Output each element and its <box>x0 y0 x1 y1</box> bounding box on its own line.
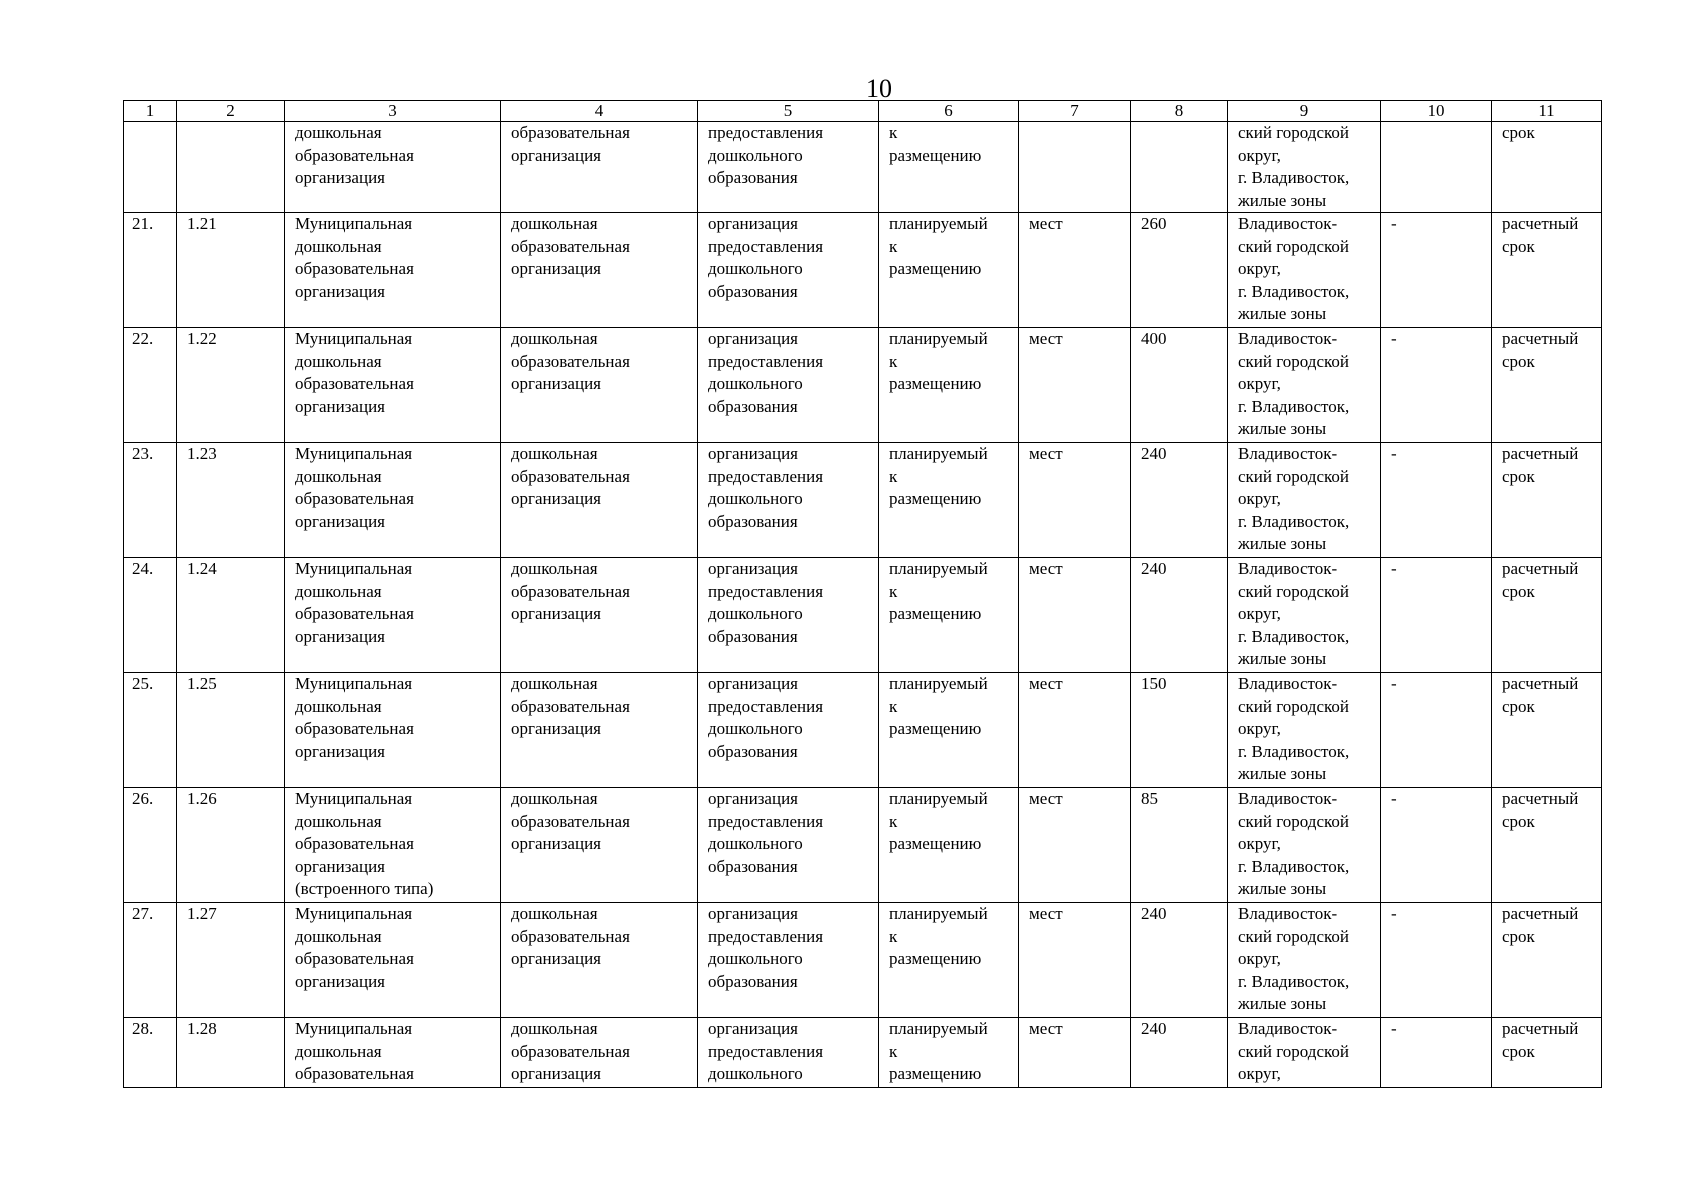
cell-status: планируемый к размещению <box>879 903 1019 1018</box>
cell-type: дошкольная образовательная организация <box>501 788 698 903</box>
cell-term: расчетный срок <box>1492 213 1602 328</box>
cell-number: 22. <box>124 328 177 443</box>
cell-code: 1.28 <box>177 1018 285 1088</box>
table-row <box>124 443 1602 558</box>
cell-zone <box>1381 122 1492 213</box>
cell-type: дошкольная образовательная организация <box>501 558 698 673</box>
table-row <box>124 673 1602 788</box>
table-row <box>124 213 1602 328</box>
cell-code: 1.24 <box>177 558 285 673</box>
cell-type: дошкольная образовательная организация <box>501 903 698 1018</box>
cell-name: Муниципальная дошкольная образовательная организация (встроенного типа) <box>285 788 501 903</box>
cell-number <box>124 122 177 213</box>
cell-capacity: 240 <box>1131 558 1228 673</box>
table-row <box>124 558 1602 673</box>
column-number-row <box>124 101 1602 122</box>
column-header: 5 <box>698 101 879 122</box>
cell-zone: - <box>1381 443 1492 558</box>
cell-code: 1.26 <box>177 788 285 903</box>
cell-capacity: 240 <box>1131 443 1228 558</box>
cell-purpose: организация предоставления дошкольного образования <box>698 328 879 443</box>
cell-location: ский городской округ, г. Владивосток, жилые зоны <box>1228 122 1381 213</box>
cell-zone: - <box>1381 328 1492 443</box>
cell-location: Владивосток- ский городской округ, г. Владивосток, жилые зоны <box>1228 328 1381 443</box>
cell-name: Муниципальная дошкольная образовательная организация <box>285 328 501 443</box>
cell-code: 1.22 <box>177 328 285 443</box>
cell-number: 25. <box>124 673 177 788</box>
column-header: 1 <box>124 101 177 122</box>
cell-purpose: организация предоставления дошкольного образования <box>698 903 879 1018</box>
column-header: 9 <box>1228 101 1381 122</box>
cell-unit <box>1019 122 1131 213</box>
column-header: 2 <box>177 101 285 122</box>
cell-zone: - <box>1381 788 1492 903</box>
column-header: 8 <box>1131 101 1228 122</box>
cell-capacity: 260 <box>1131 213 1228 328</box>
cell-purpose: организация предоставления дошкольного образования <box>698 558 879 673</box>
cell-type: образовательная организация <box>501 122 698 213</box>
cell-unit: мест <box>1019 903 1131 1018</box>
cell-code <box>177 122 285 213</box>
cell-number: 24. <box>124 558 177 673</box>
cell-location: Владивосток- ский городской округ, <box>1228 1018 1381 1088</box>
cell-name: Муниципальная дошкольная образовательная организация <box>285 673 501 788</box>
cell-unit: мест <box>1019 558 1131 673</box>
cell-number: 26. <box>124 788 177 903</box>
cell-term: расчетный срок <box>1492 328 1602 443</box>
cell-term: расчетный срок <box>1492 903 1602 1018</box>
column-header: 3 <box>285 101 501 122</box>
cell-purpose: организация предоставления дошкольного образования <box>698 443 879 558</box>
cell-number: 27. <box>124 903 177 1018</box>
cell-zone: - <box>1381 673 1492 788</box>
cell-purpose: организация предоставления дошкольного образования <box>698 788 879 903</box>
cell-location: Владивосток- ский городской округ, г. Владивосток, жилые зоны <box>1228 443 1381 558</box>
cell-capacity: 240 <box>1131 903 1228 1018</box>
cell-status: планируемый к размещению <box>879 558 1019 673</box>
cell-unit: мест <box>1019 1018 1131 1088</box>
cell-code: 1.21 <box>177 213 285 328</box>
cell-name: Муниципальная дошкольная образовательная организация <box>285 903 501 1018</box>
cell-term: расчетный срок <box>1492 673 1602 788</box>
table-row <box>124 328 1602 443</box>
cell-code: 1.27 <box>177 903 285 1018</box>
cell-type: дошкольная образовательная организация <box>501 673 698 788</box>
cell-capacity: 85 <box>1131 788 1228 903</box>
cell-number: 21. <box>124 213 177 328</box>
column-header: 7 <box>1019 101 1131 122</box>
cell-purpose: организация предоставления дошкольного <box>698 1018 879 1088</box>
cell-status: планируемый к размещению <box>879 328 1019 443</box>
page-number: 10 <box>866 74 892 103</box>
cell-type: дошкольная образовательная организация <box>501 328 698 443</box>
cell-name: Муниципальная дошкольная образовательная организация <box>285 558 501 673</box>
column-header: 10 <box>1381 101 1492 122</box>
cell-status: планируемый к размещению <box>879 673 1019 788</box>
table-row <box>124 903 1602 1018</box>
cell-zone: - <box>1381 903 1492 1018</box>
cell-purpose: предоставления дошкольного образования <box>698 122 879 213</box>
table-row <box>124 122 1602 213</box>
table-row <box>124 1018 1602 1088</box>
cell-name: Муниципальная дошкольная образовательная организация <box>285 443 501 558</box>
cell-location: Владивосток- ский городской округ, г. Владивосток, жилые зоны <box>1228 903 1381 1018</box>
cell-zone: - <box>1381 1018 1492 1088</box>
cell-name: Муниципальная дошкольная образовательная <box>285 1018 501 1088</box>
cell-status: к размещению <box>879 122 1019 213</box>
cell-purpose: организация предоставления дошкольного образования <box>698 673 879 788</box>
cell-type: дошкольная образовательная организация <box>501 1018 698 1088</box>
cell-name: дошкольная образовательная организация <box>285 122 501 213</box>
cell-unit: мест <box>1019 328 1131 443</box>
cell-capacity: 240 <box>1131 1018 1228 1088</box>
cell-name: Муниципальная дошкольная образовательная организация <box>285 213 501 328</box>
facilities-table <box>123 100 1602 1088</box>
cell-number: 28. <box>124 1018 177 1088</box>
cell-location: Владивосток- ский городской округ, г. Владивосток, жилые зоны <box>1228 788 1381 903</box>
cell-term: расчетный срок <box>1492 558 1602 673</box>
cell-code: 1.23 <box>177 443 285 558</box>
cell-zone: - <box>1381 558 1492 673</box>
cell-purpose: организация предоставления дошкольного образования <box>698 213 879 328</box>
cell-unit: мест <box>1019 673 1131 788</box>
column-header: 6 <box>879 101 1019 122</box>
cell-code: 1.25 <box>177 673 285 788</box>
cell-term: расчетный срок <box>1492 788 1602 903</box>
cell-type: дошкольная образовательная организация <box>501 213 698 328</box>
cell-capacity <box>1131 122 1228 213</box>
cell-term: расчетный срок <box>1492 443 1602 558</box>
cell-unit: мест <box>1019 213 1131 328</box>
cell-zone: - <box>1381 213 1492 328</box>
cell-location: Владивосток- ский городской округ, г. Владивосток, жилые зоны <box>1228 558 1381 673</box>
cell-type: дошкольная образовательная организация <box>501 443 698 558</box>
cell-unit: мест <box>1019 443 1131 558</box>
cell-status: планируемый к размещению <box>879 788 1019 903</box>
cell-capacity: 150 <box>1131 673 1228 788</box>
cell-location: Владивосток- ский городской округ, г. Владивосток, жилые зоны <box>1228 213 1381 328</box>
cell-status: планируемый к размещению <box>879 1018 1019 1088</box>
column-header: 4 <box>501 101 698 122</box>
table-row <box>124 788 1602 903</box>
cell-status: планируемый к размещению <box>879 213 1019 328</box>
cell-term: срок <box>1492 122 1602 213</box>
cell-unit: мест <box>1019 788 1131 903</box>
cell-capacity: 400 <box>1131 328 1228 443</box>
column-header: 11 <box>1492 101 1602 122</box>
cell-number: 23. <box>124 443 177 558</box>
cell-status: планируемый к размещению <box>879 443 1019 558</box>
cell-location: Владивосток- ский городской округ, г. Владивосток, жилые зоны <box>1228 673 1381 788</box>
cell-term: расчетный срок <box>1492 1018 1602 1088</box>
